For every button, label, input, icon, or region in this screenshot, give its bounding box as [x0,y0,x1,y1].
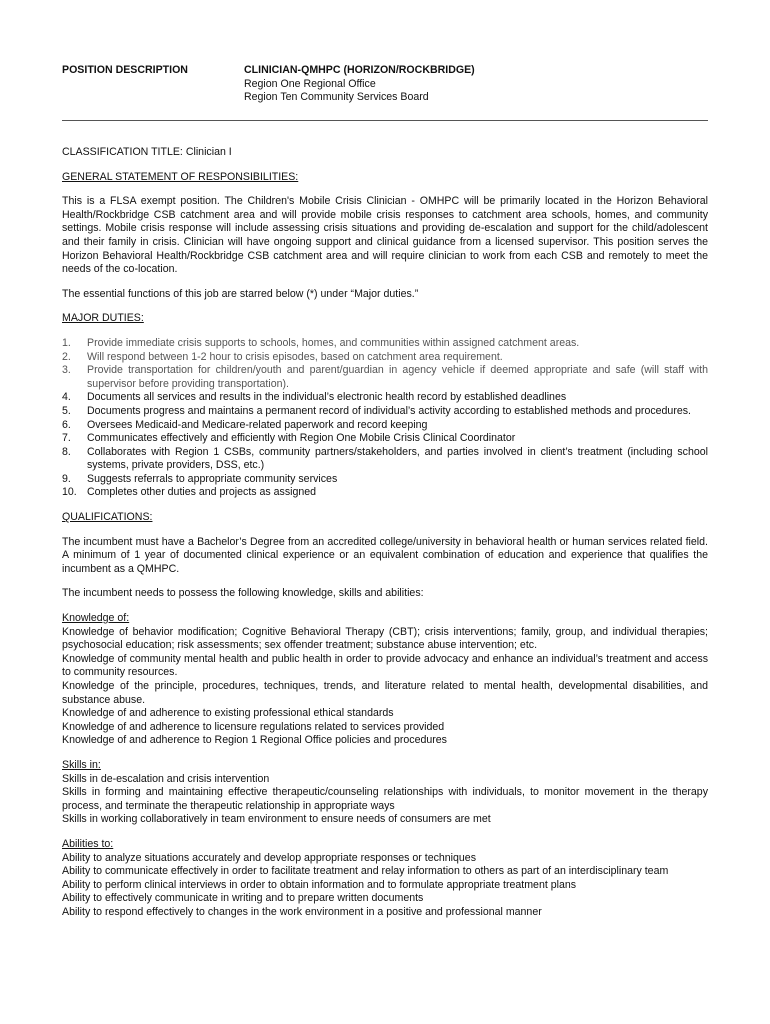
ability-item: Ability to respond effectively to changes in the work environment in a positive and professional manner [62,905,542,918]
duty-item: 8. Collaborates with Region 1 CSBs, community partners/stakeholders, and parties involved in client’s treatment (including school systems, private providers, DSS, etc.) [62,445,708,472]
skills-heading: Skills in: [62,758,101,771]
knowledge-item: Knowledge of behavior modification; Cognitive Behavioral Therapy (CBT); crisis interventions; family, group, and individual therapies; psychosocial education; risk assessments; sex offender treatment; substance abuse intervention; etc. [62,625,708,652]
knowledge-item: Knowledge of and adherence to licensure regulations related to services provided [62,720,445,733]
position-description-label: POSITION DESCRIPTION [62,64,188,76]
duty-item: 3. Provide transportation for children/youth and parent/guardian in agency vehicle if deemed appropriate and safe (will staff with supervisor before providing transportation). [62,364,708,390]
major-duties-list [62,337,708,500]
duty-item: 10. Completes other duties and projects as assigned [62,486,317,499]
qualifications-text: The incumbent must have a Bachelor’s Degree from an accredited college/university in behavioral health or human services related field. A minimum of 1 year of documented clinical experience or an equivalent combination of education and experience that qualifies the incumbent as a QMHPC. [62,535,708,575]
header-office: Region One Regional Office [244,77,376,90]
general-statement-text: This is a FLSA exempt position. The Children's Mobile Crisis Clinician - OMHPC will be primarily located in the Horizon Behavioral Health/Rockbridge CSB catchment area and will provide mobile crisis responses to catchment area schools, homes, and community settings. Mobile crisis response will include assessing crisis situations and providing de-escalation and support for the child/adolescent and their family in crisis. Clinician will have ongoing support and clinical guidance from a licensed supervisor. This position serves the Horizon Behavioral Health/Rockbridge CSB catchment area and will require clinician to work from each CSB and remotely to meet the needs of the co-location. [62,195,708,276]
classification-title: CLASSIFICATION TITLE: Clinician I [62,146,232,158]
skill-item: Skills in forming and maintaining effective therapeutic/counseling relationships with individuals, to monitor movement in the therapy process, and terminate the therapeutic relationship in appropriate ways [62,786,708,812]
knowledge-item: Knowledge of and adherence to existing professional ethical standards [62,707,394,720]
skill-item: Skills in de-escalation and crisis intervention [62,772,270,785]
duty-item: 6. Oversees Medicaid-and Medicare-related paperwork and record keeping [62,418,428,431]
knowledge-item: Knowledge of community mental health and public health in order to provide advocacy and enhance an individual’s treatment and access to community resources. [62,652,708,679]
ksa-intro: The incumbent needs to possess the following knowledge, skills and abilities: [62,587,424,600]
duty-item: 9. Suggests referrals to appropriate community services [62,472,338,485]
abilities-heading: Abilities to: [62,837,114,850]
ability-item: Ability to effectively communicate in writing and to prepare written documents [62,892,424,905]
duty-item: 1. Provide immediate crisis supports to schools, homes, and communities within assigned catchment areas. [62,336,580,349]
general-statement-heading: GENERAL STATEMENT OF RESPONSIBILITIES: [62,170,299,183]
essential-functions-note: The essential functions of this job are starred below (*) under “Major duties.” [62,287,419,300]
header-board: Region Ten Community Services Board [244,91,429,104]
knowledge-item: Knowledge of and adherence to Region 1 Regional Office policies and procedures [62,734,447,747]
qualifications-heading: QUALIFICATIONS: [62,511,153,524]
major-duties-heading: MAJOR DUTIES: [62,312,144,325]
duty-item: 5. Documents progress and maintains a permanent record of individual’s activity according to established methods and procedures. [62,404,691,417]
duty-item: 7. Communicates effectively and efficiently with Region One Mobile Crisis Clinical Coordinator [62,432,516,445]
duty-item: 4. Documents all services and results in the individual’s electronic health record by established deadlines [62,391,567,404]
ability-item: Ability to perform clinical interviews in order to obtain information and to formulate appropriate treatment plans [62,878,577,891]
skill-item: Skills in working collaboratively in team environment to ensure needs of consumers are met [62,813,491,826]
knowledge-heading: Knowledge of: [62,612,130,625]
ability-item: Ability to communicate effectively in order to facilitate treatment and relay information to others as part of an interdisciplinary team [62,865,669,878]
header-block [244,64,475,105]
duty-item: 2. Will respond between 1-2 hour to crisis episodes, based on catchment area requirement. [62,350,503,363]
knowledge-item: Knowledge of the principle, procedures, techniques, trends, and literature related to mental health, developmental disabilities, and substance abuse. [62,680,708,706]
header-divider [62,120,708,121]
document-body [62,146,708,920]
position-title: CLINICIAN-QMHPC (HORIZON/ROCKBRIDGE) [244,64,475,76]
ability-item: Ability to analyze situations accurately and develop appropriate responses or techniques [62,851,476,864]
